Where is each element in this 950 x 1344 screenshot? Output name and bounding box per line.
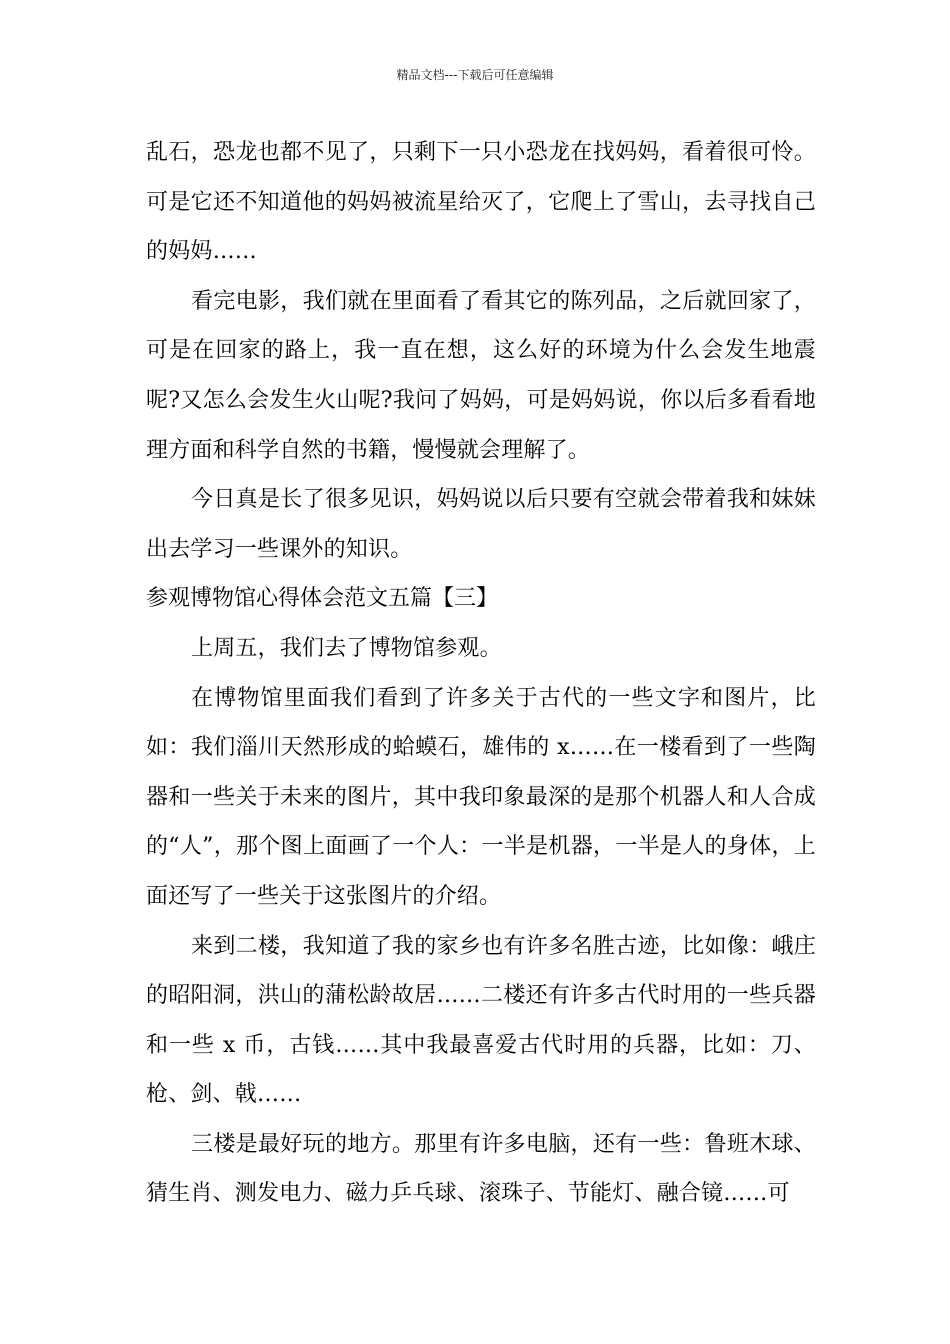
paragraph-after-movie: 看完电影，我们就在里面看了看其它的陈列品，之后就回家了，可是在回家的路上，我一直在想，这么好的环境为什么会发生地震呢?又怎么会发生火山呢?我问了妈妈，可是妈妈说，你以后多看看地理方面和科学自然的书籍，慢慢就会理解了。	[146, 288, 816, 463]
paragraph-third-floor: 三楼是最好玩的地方。那里有许多电脑，还有一些：鲁班木球、猜生肖、测发电力、磁力乒乓球、滚珠子、节能灯、融合镜……可	[146, 1131, 816, 1207]
document-body	[146, 128, 816, 1219]
paragraph-museum-first-floor: 在博物馆里面我们看到了许多关于古代的一些文字和图片，比如：我们淄川天然形成的蛤蟆石，雄伟的 x……在一楼看到了一些陶器和一些关于未来的图片，其中我印象最深的是那个机器人和人合成的“人”，那个图上面画了一个人：一半是机器，一半是人的身体，上面还写了一些关于这张图片的介绍。	[146, 685, 816, 909]
page-header: 精品文档---下载后可任意编辑	[396, 68, 554, 82]
section-heading: 参观博物馆心得体会范文五篇【三】	[146, 586, 499, 612]
paragraph-today: 今日真是长了很多见识，妈妈说以后只要有空就会带着我和妹妹出去学习一些课外的知识。	[146, 487, 816, 562]
paragraph-last-friday: 上周五，我们去了博物馆参观。	[191, 635, 502, 661]
paragraph-continued: 乱石，恐龙也都不见了，只剩下一只小恐龙在找妈妈，看着很可怜。可是它还不知道他的妈妈被流星给灭了，它爬上了雪山，去寻找自己的妈妈……	[146, 140, 816, 265]
paragraph-second-floor: 来到二楼，我知道了我的家乡也有许多名胜古迹，比如像：峨庄的昭阳洞，洪山的蒲松龄故居……二楼还有许多古代时用的一些兵器和一些 x 币，古钱……其中我最喜爱古代时用的兵器，比如：刀、枪、剑、戟……	[146, 933, 816, 1108]
